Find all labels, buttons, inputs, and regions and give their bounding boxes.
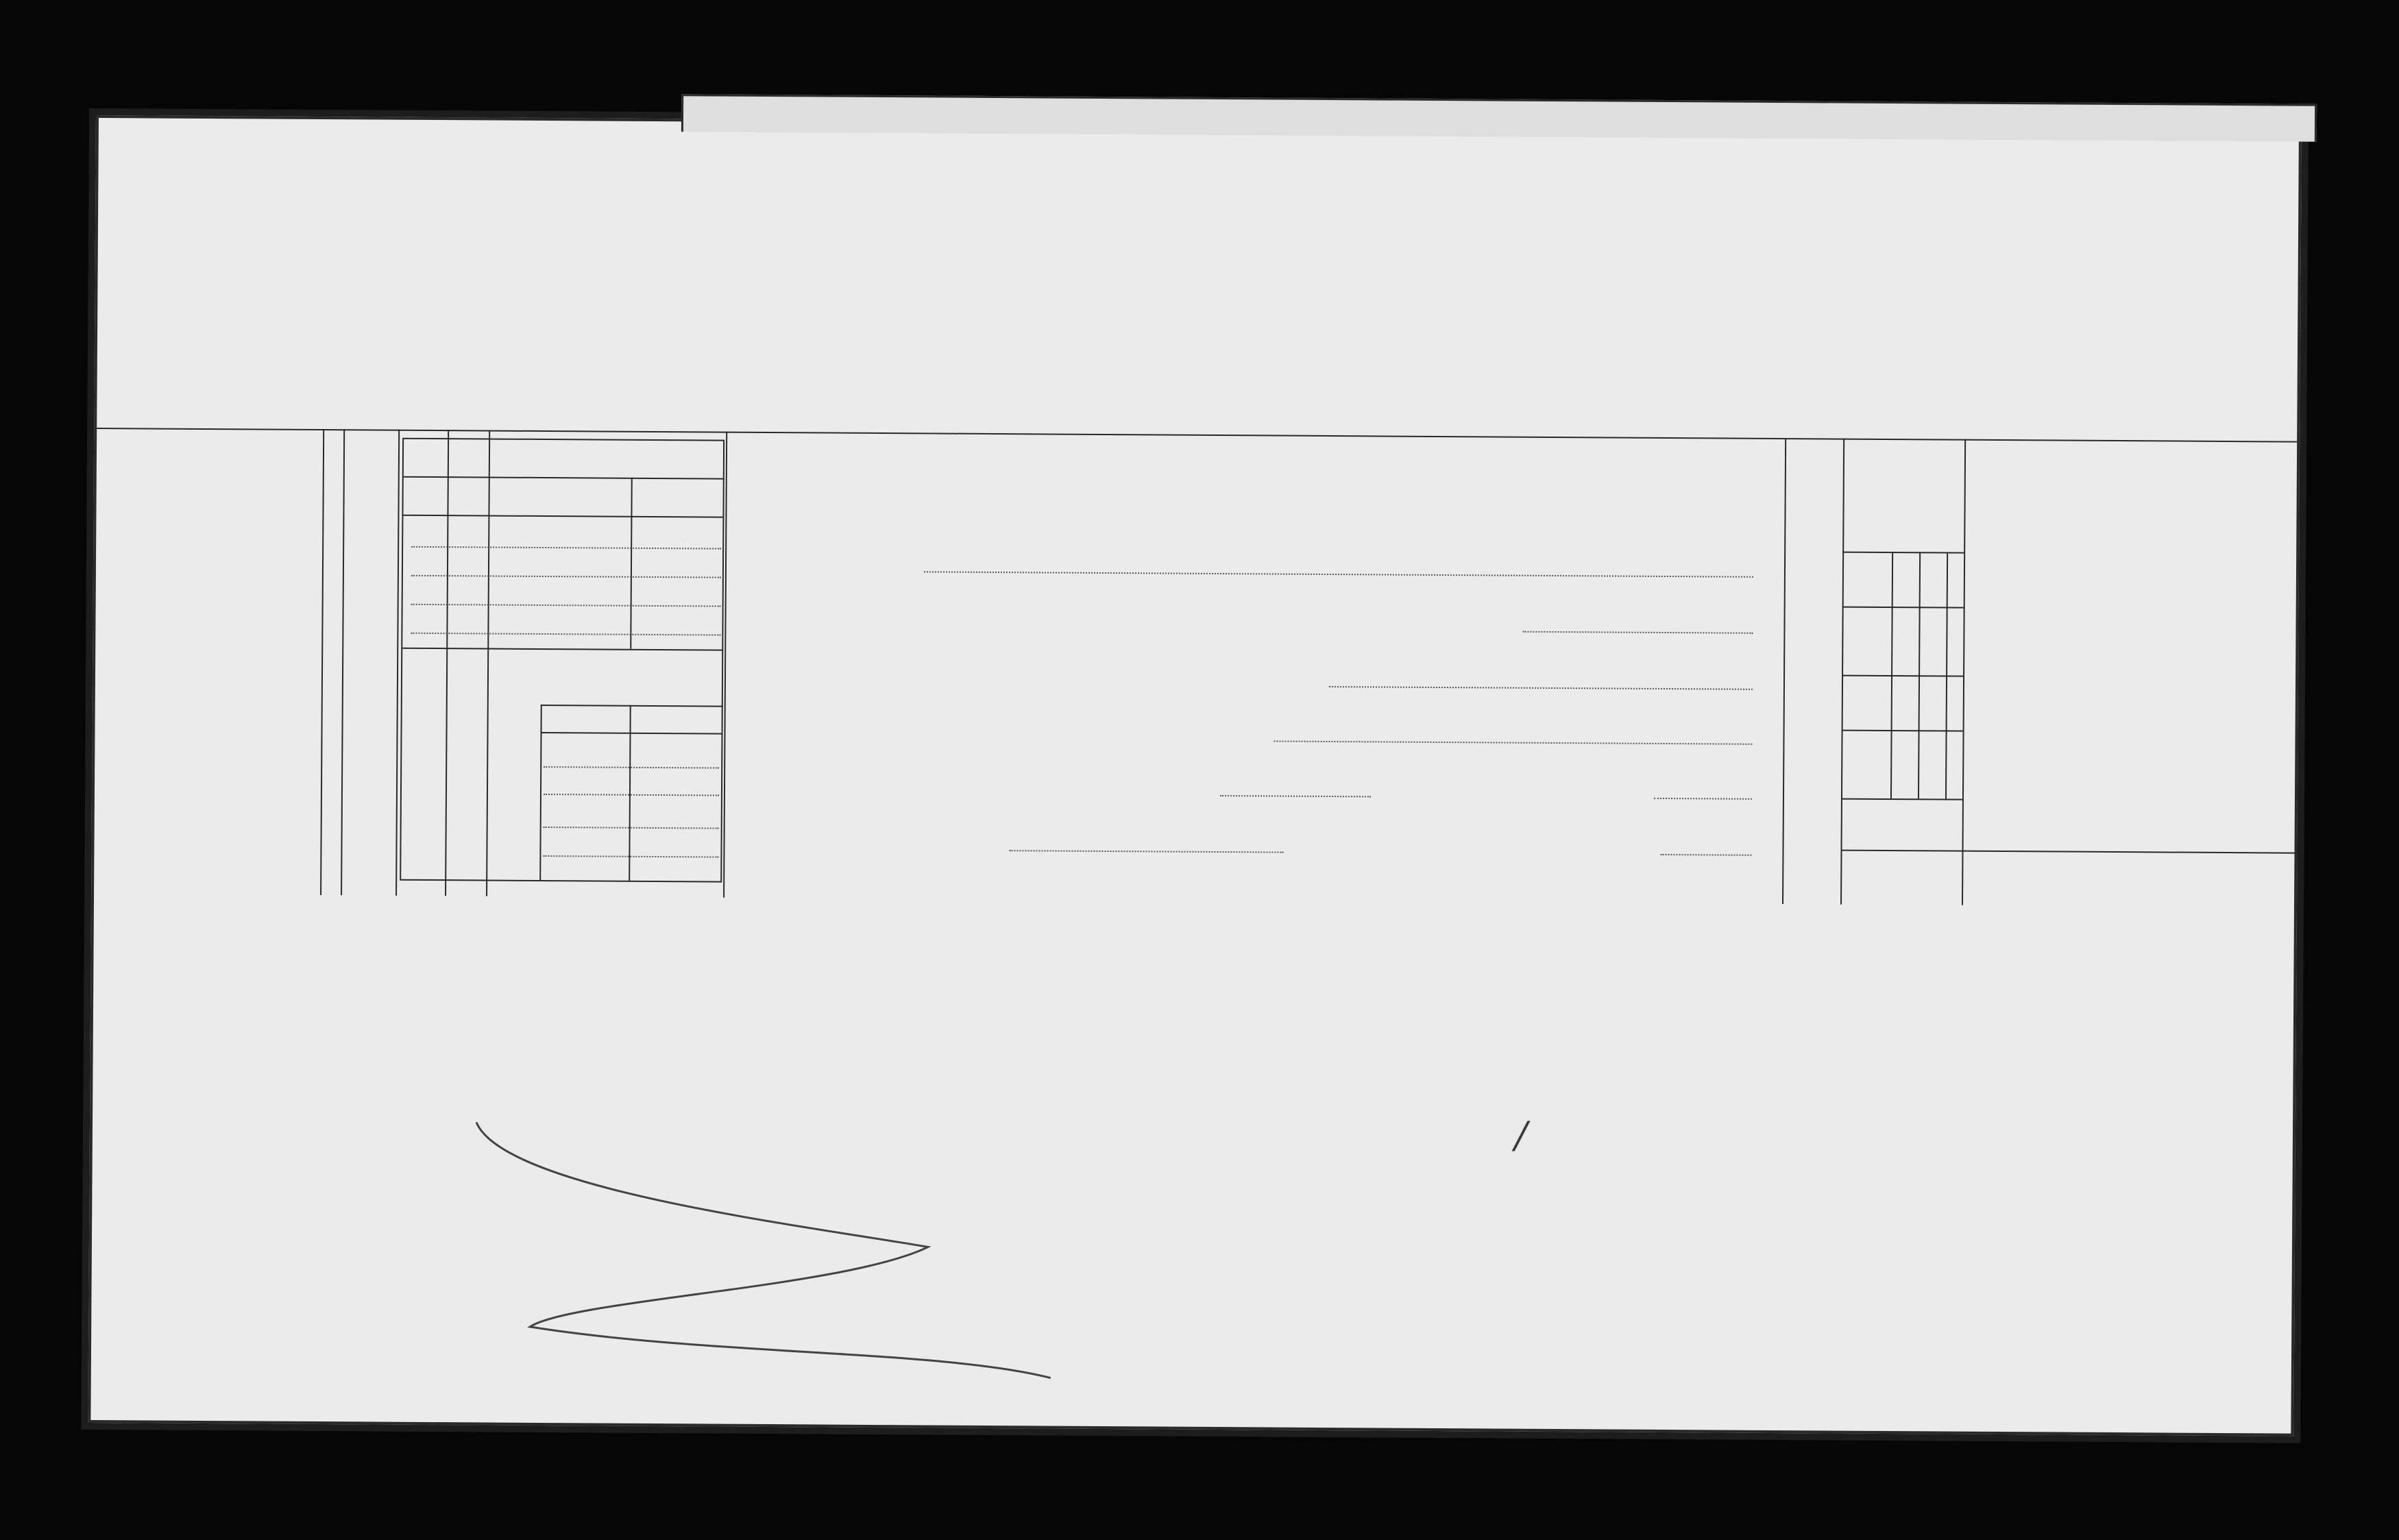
census-card — [88, 115, 2302, 1437]
handwritten-scribble — [90, 118, 2299, 1434]
handwritten-slash: / — [1514, 1113, 1528, 1157]
